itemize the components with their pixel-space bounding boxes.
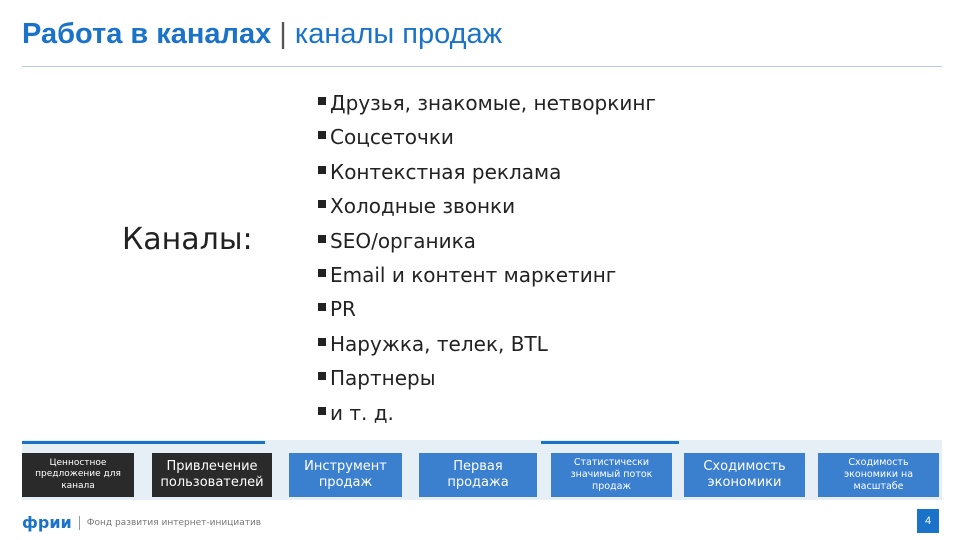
list-item-text: Соцсеточки [330,125,454,150]
stage-value-proposition: Ценностное предложение для канала [22,453,134,497]
list-item [318,327,656,361]
list-item-text: и т. д. [330,400,394,425]
stage-economics-at-scale: Сходимость экономики на масштабе [818,453,939,497]
list-item-text: SEO/органика [330,228,476,253]
list-item [318,396,656,430]
list-item [318,292,656,326]
bullet-icon [318,131,326,139]
title-divider [22,66,942,67]
bullet-icon [318,372,326,380]
title-bold: Работа в каналах [22,18,272,50]
list-item [318,224,656,258]
list-item-text: PR [330,297,356,322]
list-item [318,361,656,395]
stage-first-sale: Первая продажа [419,453,537,497]
stage-highlight [541,441,679,444]
title-separator: | [271,18,295,50]
list-item-text: Контекстная реклама [330,159,562,184]
list-item-text: Партнеры [330,366,436,391]
stage-user-acquisition: Привлечение пользователей [152,453,272,497]
stage-sales-tool: Инструмент продаж [289,453,402,497]
slide-title [22,18,502,51]
stage-economics-convergence: Сходимость экономики [684,453,805,497]
bullet-icon [318,338,326,346]
list-item [318,189,656,223]
bullet-icon [318,200,326,208]
list-item-text: Email и контент маркетинг [330,263,617,288]
footer-logo [22,513,261,532]
channels-label: Каналы: [122,222,253,257]
bullet-icon [318,303,326,311]
list-item [318,86,656,120]
bullet-icon [318,235,326,243]
stage-significant-flow: Статистически значимый поток продаж [551,453,672,497]
list-item [318,258,656,292]
bullet-icon [318,97,326,105]
list-item-text: Друзья, знакомые, нетворкинг [330,91,656,115]
logo-divider [79,516,80,530]
list-item-text: Наружка, телек, BTL [330,331,548,356]
channels-list [318,86,656,430]
list-item [318,155,656,189]
list-item [318,120,656,154]
page-number: 4 [917,509,939,533]
bullet-icon [318,166,326,174]
frii-logo: фрии [22,513,72,532]
list-item-text: Холодные звонки [330,194,516,219]
bullet-icon [318,407,326,415]
bullet-icon [318,269,326,277]
stage-highlight [22,441,265,444]
org-name: Фонд развития интернет-инициатив [86,517,262,528]
title-rest: каналы продаж [294,18,503,50]
